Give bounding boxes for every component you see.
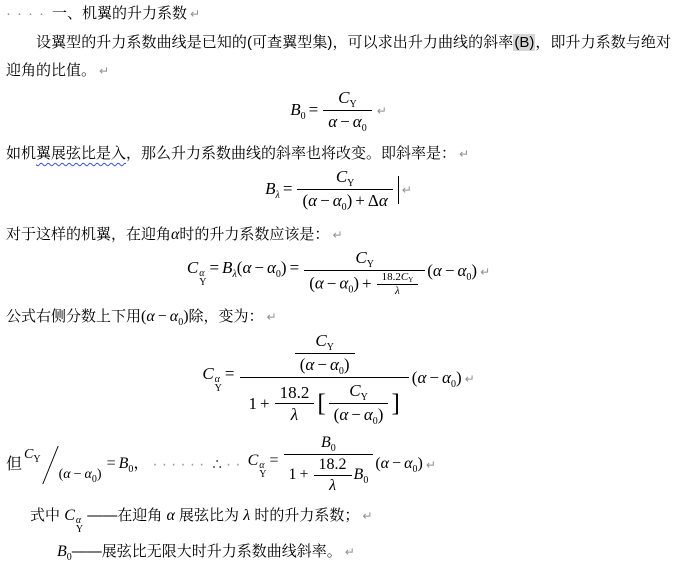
paragraph-mark-icon: ↵ [190, 7, 201, 21]
divide-text-pre: 公式右侧分数上下用 [6, 308, 142, 326]
space-marks-icon: ···· [6, 5, 50, 22]
intro-text-before: 设翼型的升力系数曲线是已知的(可查翼型集)，可以求出升力曲线的斜率 [36, 34, 514, 51]
paragraph-mark-icon: ↵ [266, 310, 277, 325]
paragraph-mark-icon: ↵ [344, 545, 355, 560]
alpha-sentence [6, 225, 671, 245]
formula-blambda-lhs: $B_\lambda$ = [265, 178, 293, 201]
heading-line [6, 4, 671, 24]
text-cursor[interactable] [398, 176, 399, 204]
legend-cy-mid1: 在迎角 [117, 507, 163, 525]
diagonal-denominator: $(\alpha - \alpha_0)$ [58, 466, 102, 485]
lambda-text-post: ，那么升力系数曲线的斜率也将改变。即斜率是： [126, 145, 457, 162]
legend-b0-dash: —— [71, 543, 102, 561]
paragraph-mark-icon: ↵ [99, 64, 110, 78]
space-marks-icon: ·· [225, 455, 245, 473]
lambda-sentence [6, 144, 671, 164]
therefore-symbol: ∴ [212, 455, 222, 473]
fraction: $\frac{C_Y}{(\alpha - \alpha_0)}$ [295, 330, 355, 377]
fraction: $\frac{C_Y}{(\alpha - \alpha_0)}$ [329, 380, 389, 427]
fraction: $\frac{18.2}{\lambda}$ [275, 382, 315, 426]
sup-sub-stack: α Y [214, 374, 222, 395]
paragraph-mark-icon: ↵ [459, 147, 470, 161]
trailing-factor: $(\alpha - \alpha_0)$ [411, 367, 462, 390]
slope-field: (B) [514, 34, 535, 51]
intro-paragraph [6, 29, 671, 85]
fraction-denominator: $(\alpha - \alpha_0)$ + $\frac{18.2C_Y}{\lambda}$ [304, 270, 425, 297]
paren-alpha-group: $(\alpha - \alpha_0)$ [141, 308, 189, 329]
cy-alpha-lhs: C α Y = $B_\lambda(\alpha - \alpha_0)$ = [186, 257, 300, 288]
legend-cy-mid2: 展弦比为 [179, 507, 240, 525]
legend-cy-line [6, 506, 671, 534]
formula-cy-alpha-expanded [6, 247, 671, 297]
fraction-numerator: $C_Y$ [338, 88, 357, 110]
sup-sub-stack: α Y [199, 267, 207, 288]
nested-fraction: $\frac{18.2}{\lambda}$ [314, 455, 352, 496]
formula-b0 [6, 87, 671, 134]
alpha-symbol: α [171, 226, 180, 243]
legend-cy-pre: 式中 [30, 507, 61, 525]
intro-text-after: ，即升力系数与绝对迎角的比值。 [6, 34, 671, 79]
cy-alpha-symbol: C α Y [64, 507, 84, 536]
cy-alpha-lhs: C α Y = [202, 364, 235, 395]
divide-sentence [6, 307, 671, 328]
fraction [304, 247, 425, 297]
sup-sub-stack: α Y [259, 459, 267, 480]
legend-cy-post: 时的升力系数； [254, 507, 360, 525]
formula-b0-lhs: $B_0$ = [290, 99, 319, 122]
sup-sub-stack: α Y [75, 515, 84, 536]
big-fraction [240, 330, 408, 427]
fraction [297, 166, 392, 213]
fraction-denominator: $\alpha - \alpha_0$ [323, 110, 371, 134]
spellcheck-wavy-text: 翼展弦比是入 [36, 145, 127, 162]
alpha-text-post: 时的升力系数应该是： [179, 226, 330, 243]
section-heading: 一、机翼的升力系数 [51, 5, 187, 22]
legend-b0-line [6, 542, 671, 563]
formula-cy-alpha-normalized [6, 330, 671, 427]
fraction-slash-icon [42, 446, 58, 484]
paragraph-mark-icon: ↵ [401, 182, 412, 197]
legend-b0-post: 展弦比无限大时升力系数曲线斜率。 [101, 543, 342, 561]
fraction [323, 87, 371, 134]
paragraph-mark-icon: ↵ [464, 371, 475, 386]
paragraph-mark-icon: ↵ [362, 509, 373, 524]
formula-but-line [6, 433, 671, 496]
trailing-factor: $(\alpha - \alpha_0)$ [427, 261, 478, 284]
paragraph-mark-icon: ↵ [480, 265, 491, 280]
trailing-factor: $(\alpha - \alpha_0)$ [375, 455, 423, 476]
fraction-denominator: 1 + $\frac{18.2}{\lambda}$ $B_0$ [284, 454, 374, 496]
paragraph-mark-icon: ↵ [425, 457, 436, 472]
cy-alpha-lhs: C α Y = [247, 451, 279, 480]
legend-cy-dash: —— [87, 507, 118, 525]
formula-b-lambda [6, 166, 671, 213]
big-fraction-denominator: 1 + $\frac{18.2}{\lambda}$ [ $\frac{C_Y}{(\alpha - \alpha_0)}$ ] [240, 377, 408, 427]
big-fraction-numerator [240, 330, 408, 377]
paragraph-mark-icon: ↵ [332, 228, 343, 242]
fraction-numerator: $B_0$ [321, 434, 336, 455]
fraction-denominator: $(\alpha - \alpha_0) + \Delta\alpha$ [297, 189, 392, 213]
fraction-numerator: $C_Y$ [355, 248, 374, 270]
lambda-symbol: λ [243, 507, 251, 525]
lambda-text-pre: 如机 [6, 145, 37, 162]
but-text: 但 [6, 455, 23, 473]
space-marks-icon: ······ [152, 455, 209, 473]
alpha-symbol: α [166, 507, 175, 525]
right-bracket: ] [391, 390, 400, 418]
diagonal-numerator: $C_Y$ [24, 446, 41, 465]
equals-b0: = $B_0$， [106, 455, 150, 476]
fraction [284, 433, 374, 496]
small-fraction: $\frac{18.2C_Y}{\lambda}$ [377, 271, 419, 297]
alpha-text-pre: 对于这样的机翼，在迎角 [6, 226, 172, 243]
paragraph-mark-icon: ↵ [376, 103, 387, 118]
diagonal-fraction [24, 446, 102, 484]
b0-symbol: $B_0$ [57, 543, 72, 564]
fraction-numerator: $C_Y$ [335, 167, 355, 189]
divide-text-post: 除，变为： [188, 308, 264, 326]
left-bracket: [ [317, 390, 326, 418]
